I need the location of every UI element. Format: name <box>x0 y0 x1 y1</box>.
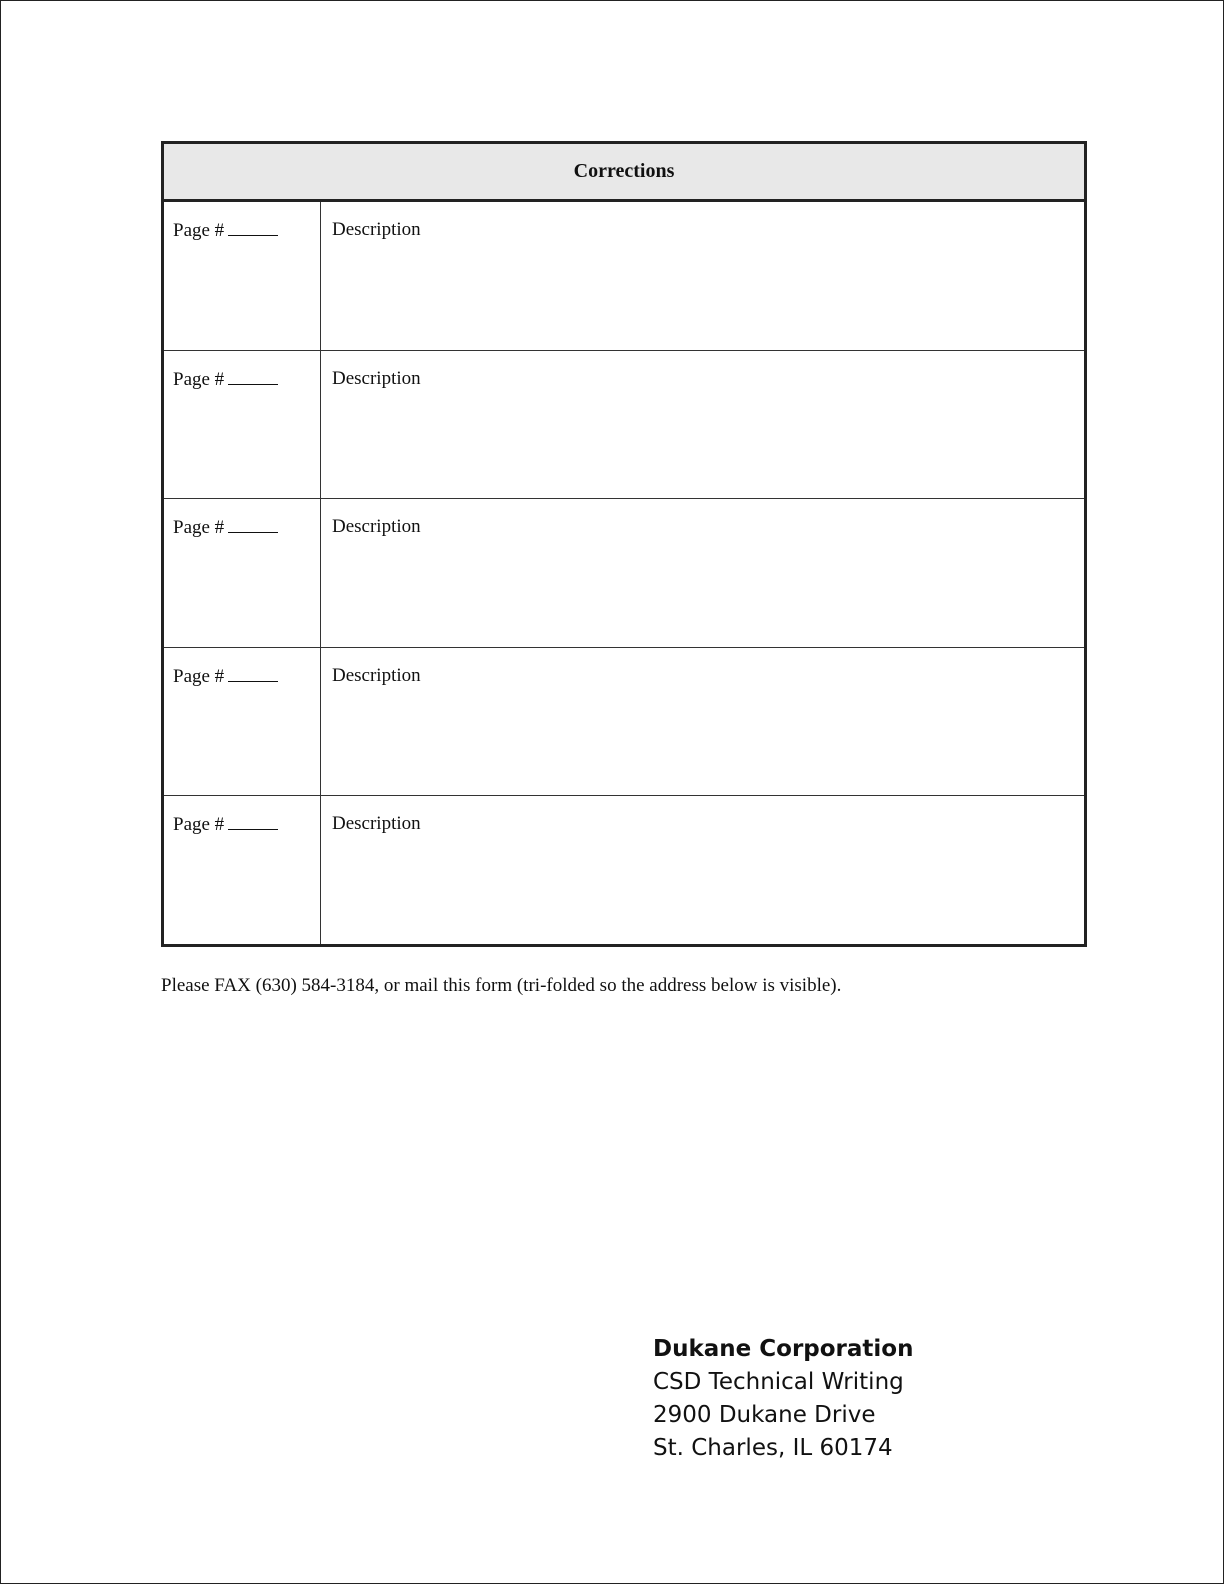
page-number-cell[interactable] <box>164 499 321 647</box>
description-cell[interactable] <box>321 351 1084 499</box>
description-cell[interactable] <box>321 499 1084 647</box>
corrections-body <box>164 202 1084 944</box>
page-number-blank[interactable] <box>228 813 278 830</box>
page-number-label: Page # <box>173 220 225 241</box>
page-number-blank[interactable] <box>228 516 278 533</box>
correction-row <box>164 351 1084 500</box>
correction-row <box>164 202 1084 351</box>
page-number-label: Page # <box>173 517 225 539</box>
page-number-label: Page # <box>173 814 225 836</box>
address-department: CSD Technical Writing <box>653 1369 904 1395</box>
page-number-cell[interactable] <box>164 648 321 796</box>
correction-row <box>164 796 1084 944</box>
address-street: 2900 Dukane Drive <box>653 1402 876 1428</box>
page-number-label: Page # <box>173 368 225 390</box>
fax-instructions: Please FAX (630) 584-3184, or mail this form (tri-folded so the address below is visible). <box>161 975 842 996</box>
description-label: Description <box>332 664 421 686</box>
description-label: Description <box>332 219 421 240</box>
page-number-blank[interactable] <box>228 219 278 236</box>
corrections-table <box>161 141 1087 947</box>
page-number-blank[interactable] <box>228 665 278 682</box>
page-number-blank[interactable] <box>228 368 278 385</box>
address-city-state-zip: St. Charles, IL 60174 <box>653 1435 893 1461</box>
description-cell[interactable] <box>321 202 1084 350</box>
page-number-cell[interactable] <box>164 796 321 944</box>
description-label: Description <box>332 367 421 389</box>
correction-row <box>164 648 1084 797</box>
description-cell[interactable] <box>321 796 1084 944</box>
page-number-cell[interactable] <box>164 202 321 350</box>
description-cell[interactable] <box>321 648 1084 796</box>
page-number-cell[interactable] <box>164 351 321 499</box>
corrections-header: Corrections <box>164 144 1084 202</box>
mailing-address <box>653 1333 913 1465</box>
address-company: Dukane Corporation <box>653 1336 914 1362</box>
description-label: Description <box>332 813 421 835</box>
description-label: Description <box>332 516 421 538</box>
page-number-label: Page # <box>173 665 225 687</box>
correction-row <box>164 499 1084 648</box>
